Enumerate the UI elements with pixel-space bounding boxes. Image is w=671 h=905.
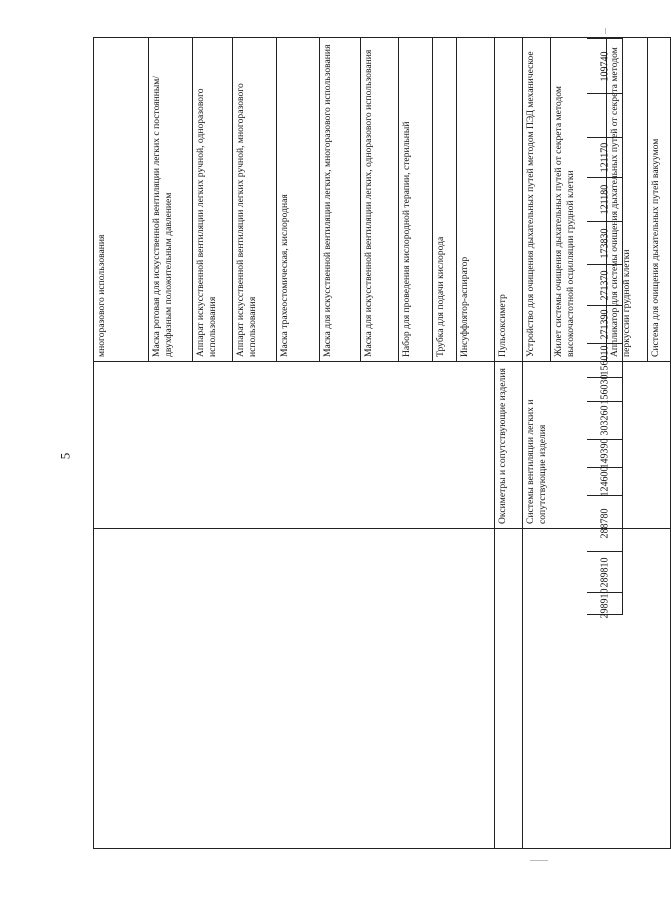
code-cell — [587, 305, 623, 343]
code-text: 173830 — [599, 228, 610, 258]
item-cell: Маска ротовая для искусственной вентиляции легких с постоянным/двухфазным положительным давлением — [149, 38, 193, 362]
code-text: 121180 — [598, 184, 610, 215]
item-cell: Аппликатор для системы очищения дыхательных путей от секрета методом перкуссии грудной клетки — [607, 38, 648, 362]
item-cell: Маска для искусственной вентиляции легких, одноразового использования — [361, 38, 399, 362]
table-row — [523, 38, 551, 849]
category-cell: Оксиметры и сопутствующие изделия — [495, 362, 523, 529]
device-table — [93, 37, 671, 849]
code-text: 289810 — [599, 557, 610, 587]
page-number: 5 — [57, 452, 73, 460]
scan-mark — [530, 860, 548, 861]
code-text: 149390 — [599, 438, 610, 469]
code-cell — [587, 343, 623, 377]
scan-mark — [605, 28, 606, 34]
item-cell: Маска для искусственной вентиляции легких, многоразового использования — [320, 38, 361, 362]
code-cell — [587, 38, 623, 93]
code-text: 303260 — [599, 405, 610, 436]
code-cell — [587, 439, 623, 467]
code-cell — [587, 264, 623, 305]
code-cell — [587, 467, 623, 495]
item-cell: Трубка для подачи кислорода — [433, 38, 457, 362]
blank-group-cell — [94, 529, 495, 849]
item-cell: Жилет системы очищения дыхательных путей от секрета методом высокочастотной осцилляции грудной клетки — [551, 38, 607, 362]
item-cell: Маска трахеостомическая, кислородная — [277, 38, 320, 362]
code-text: 298910 — [599, 588, 610, 619]
code-cell — [587, 551, 623, 592]
code-text: 271370 — [599, 270, 610, 300]
code-text: 288780 — [599, 508, 610, 539]
blank-group-cell — [495, 529, 523, 849]
item-cell: многоразового использования — [94, 38, 149, 362]
category-cell: Системы вентиляции легких и сопутствующие изделия — [523, 362, 671, 529]
code-column — [587, 38, 623, 849]
code-text: 124600 — [599, 466, 610, 497]
item-cell: Аппарат искусственной вентиляции легких ручной, одноразового использования — [193, 38, 233, 362]
code-cell — [587, 374, 623, 405]
item-cell: Пульсоксиметр — [495, 38, 523, 362]
code-text: 109740 — [599, 51, 610, 81]
code-cell — [587, 177, 623, 221]
code-cell — [587, 401, 623, 439]
item-cell: Набор для проведения кислородной терапии, стерильный — [399, 38, 433, 362]
code-cell — [587, 93, 623, 137]
code-cell — [587, 588, 623, 619]
item-cell: Устройство для очищения дыхательных путей методом ПЭД механическое — [523, 38, 551, 362]
table-row — [94, 38, 149, 849]
item-cell: Система для очищения дыхательных путей вакуумом — [648, 38, 671, 362]
code-cell — [587, 137, 623, 177]
table-row — [495, 38, 523, 849]
item-cell: Аппарат искусственной вентиляции легких ручной, многоразового использования — [233, 38, 277, 362]
code-text: 121170 — [598, 142, 610, 173]
category-cell — [94, 362, 495, 529]
code-text: 271390 — [599, 309, 610, 340]
code-text: 156010 — [599, 345, 610, 376]
item-cell: Инсуффлятор-аспиратор — [457, 38, 495, 362]
code-cell — [587, 495, 623, 551]
code-text: 156030 — [599, 374, 610, 405]
code-cell — [587, 221, 623, 264]
